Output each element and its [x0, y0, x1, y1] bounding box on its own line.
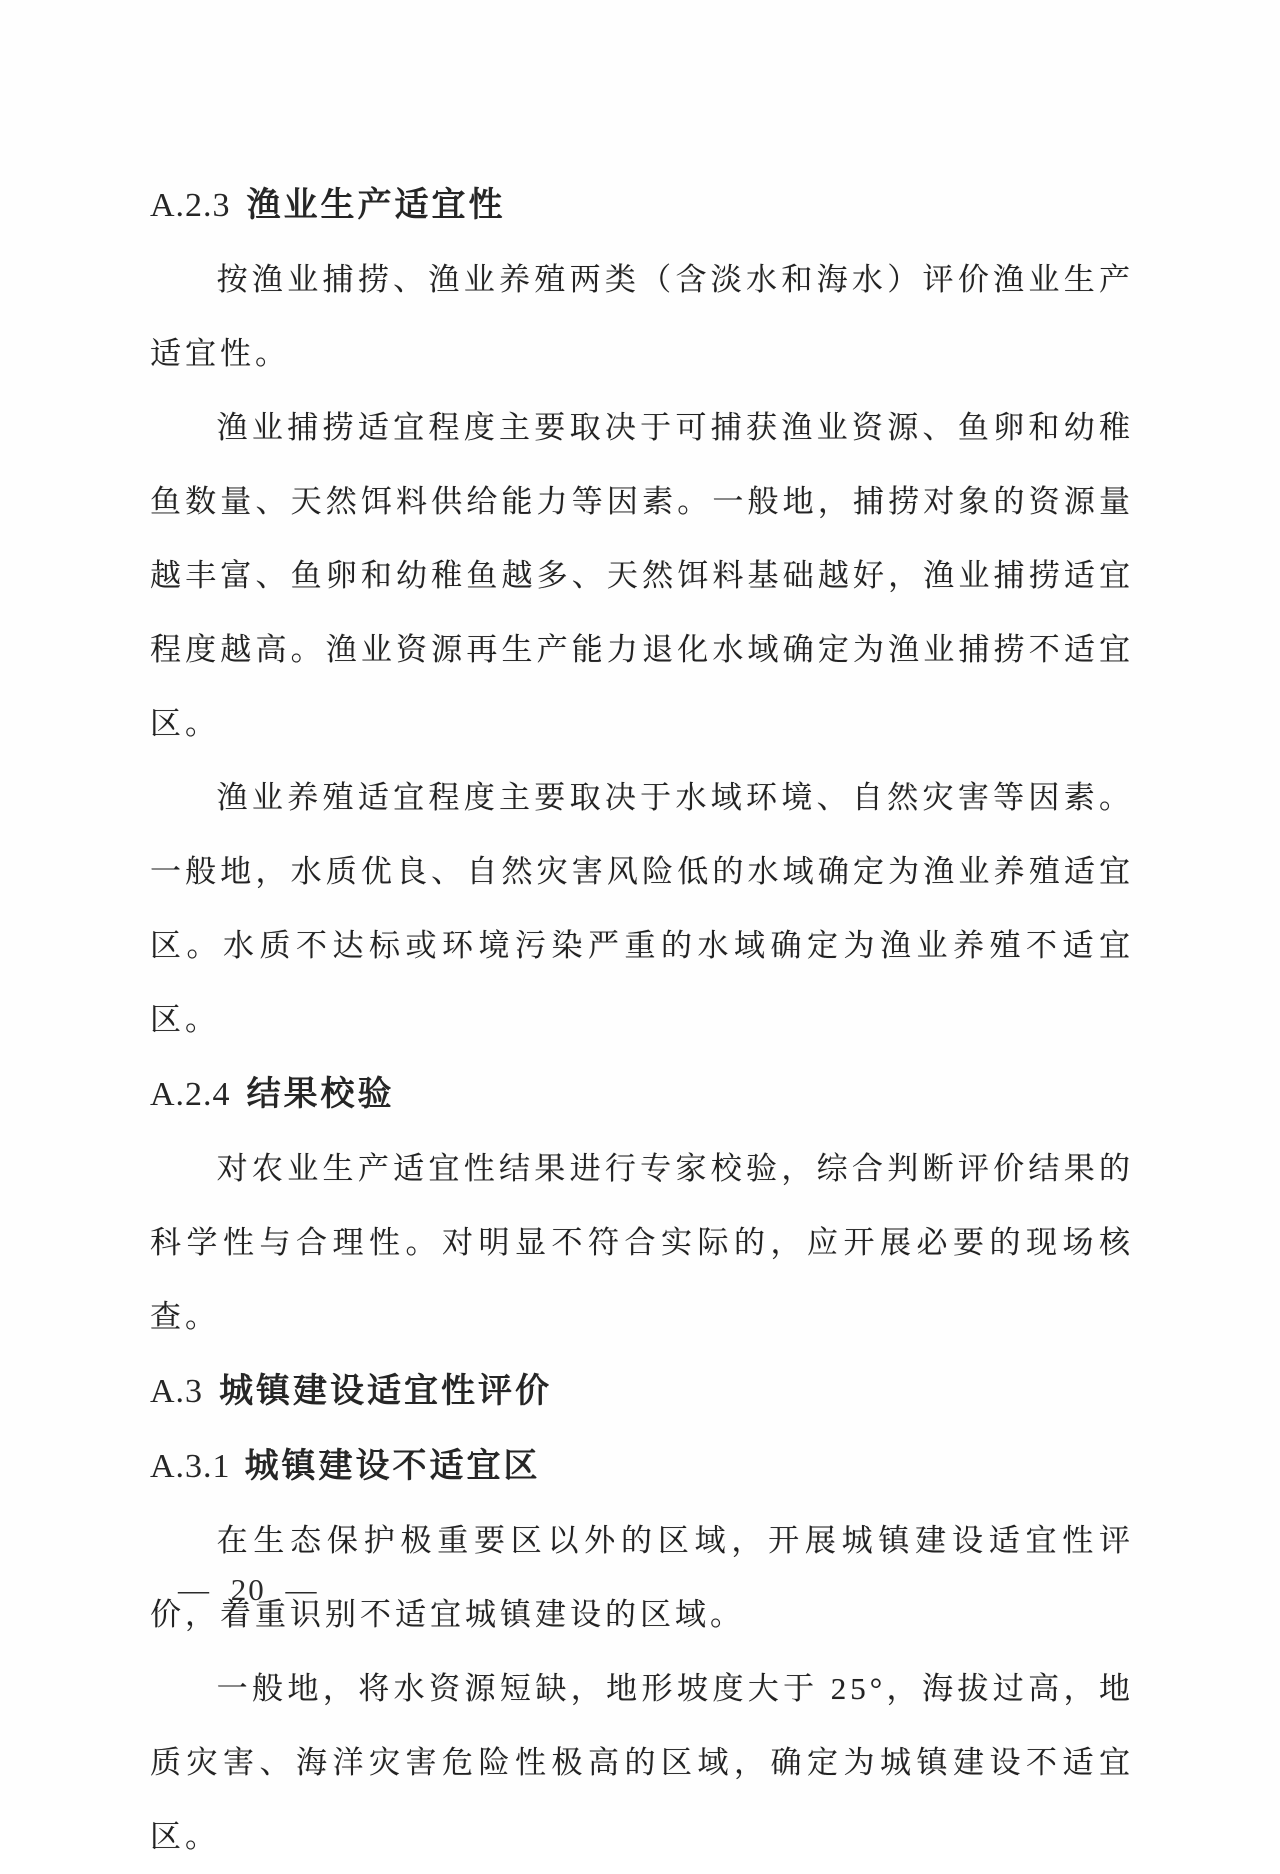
page-number: — 20 — — [178, 1572, 319, 1607]
heading-a24 — [150, 1057, 1134, 1132]
heading-a24-title: 结果校验 — [246, 1075, 395, 1113]
paragraph-aquaculture: 渔业养殖适宜程度主要取决于水域环境、自然灾害等因素。一般地，水质优良、自然灾害风险低的水域确定为渔业养殖适宜区。水质不达标或环境污染严重的水域确定为渔业养殖不适宜区。 — [150, 780, 1134, 1037]
heading-a24-number: A.2.4 — [150, 1076, 231, 1113]
heading-a23-number: A.2.3 — [150, 187, 231, 224]
heading-a31 — [150, 1429, 1134, 1504]
paragraph-fishery-overview: 按渔业捕捞、渔业养殖两类（含淡水和海水）评价渔业生产适宜性。 — [150, 262, 1134, 371]
paragraph-urban-unsuitable: 一般地，将水资源短缺，地形坡度大于 25°，海拔过高，地质灾害、海洋灾害危险性极高的区域，确定为城镇建设不适宜区。 — [150, 1671, 1134, 1854]
heading-a23 — [150, 168, 1134, 243]
paragraph-urban-evaluation: 在生态保护极重要区以外的区域，开展城镇建设适宜性评价，着重识别不适宜城镇建设的区域。 — [150, 1523, 1134, 1632]
heading-a3-number: A.3 — [150, 1373, 204, 1410]
paragraph-fishing-capture: 渔业捕捞适宜程度主要取决于可捕获渔业资源、鱼卵和幼稚鱼数量、天然饵料供给能力等因素。一般地，捕捞对象的资源量越丰富、鱼卵和幼稚鱼越多、天然饵料基础越好，渔业捕捞适宜程度越高。渔业资源再生产能力退化水域确定为渔业捕捞不适宜区。 — [150, 410, 1134, 741]
paragraph-result-verification: 对农业生产适宜性结果进行专家校验，综合判断评价结果的科学性与合理性。对明显不符合实际的，应开展必要的现场核查。 — [150, 1151, 1134, 1334]
heading-a31-number: A.3.1 — [150, 1448, 231, 1485]
heading-a3 — [150, 1354, 1134, 1429]
heading-a31-title: 城镇建设不适宜区 — [244, 1447, 541, 1485]
heading-a3-title: 城镇建设适宜性评价 — [219, 1372, 553, 1410]
document-body — [150, 168, 1134, 1874]
heading-a23-title: 渔业生产适宜性 — [246, 186, 506, 224]
